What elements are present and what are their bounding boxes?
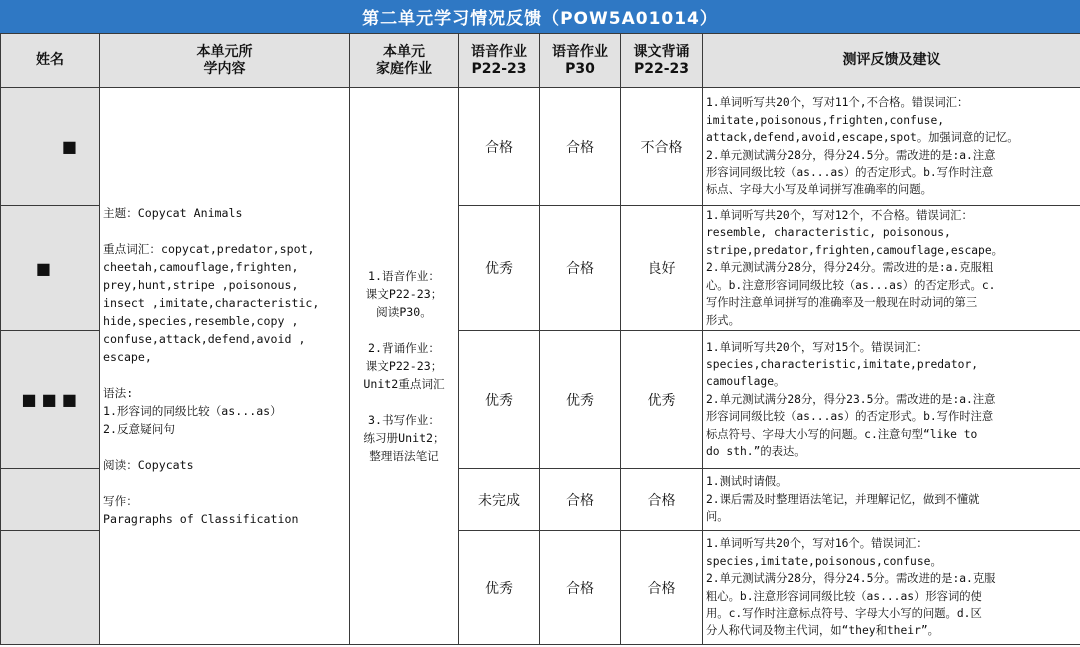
header-content: 本单元所 学内容 [100,34,350,88]
feedback-text: 1.单词听写共20个，写对11个,不合格。错误词汇： imitate,poisonous,frighten,confuse, attack,defend,avoid,escape,spot。加强词意的记忆。 2.单元测试满分28分，得分24.5分。需改进的是:a.注意 形容词同级比较（as...as）的否定形式。b.写作时注意 标点、字母大小写及单词拼写准确率的问题。 [703,88,1080,206]
table-title: 第二单元学习情况反馈（POW5A01014） [0,0,1080,33]
student-name [1,531,100,645]
recite-result: 优秀 [621,331,703,469]
voice-p22-result: 优秀 [459,331,540,469]
header-recite: 课文背诵 P22-23 [621,34,703,88]
recite-result: 不合格 [621,88,703,206]
student-name: ■ [1,88,100,206]
voice-p30-result: 优秀 [540,331,621,469]
header-voice-p30: 语音作业 P30 [540,34,621,88]
feedback-text: 1.单词听写共20个，写对12个，不合格。错误词汇： resemble, characteristic, poisonous, stripe,predator,frighten,camouflage,escape。 2.单元测试满分28分，得分24分。需改进的是:a.克服粗 心。b.注意形容词同级比较（as...as）的否定形式。c. 写作时注意单词拼写的准确率及一般现在时动词的第三 形式。 [703,206,1080,331]
voice-p30-result: 合格 [540,88,621,206]
feedback-text: 1.单词听写共20个，写对16个。错误词汇： species,imitate,poisonous,confuse。 2.单元测试满分28分，得分24.5分。需改进的是:a.克服 粗心。b.注意形容词同级比较（as...as）形容词的使 用。c.写作时注意标点符号、字母大小写的问题。d.区 分人称代词及物主代词，如“they和their”。 [703,531,1080,645]
header-name: 姓名 [1,34,100,88]
homework-content: 1.语音作业： 课文P22-23； 阅读P30。 2.背诵作业： 课文P22-23； Unit2重点词汇 3.书写作业： 练习册Unit2； 整理语法笔记 [350,88,459,645]
voice-p30-result: 合格 [540,206,621,331]
header-voice-p22: 语音作业 P22-23 [459,34,540,88]
table-row [1,88,1080,206]
feedback-text: 1.测试时请假。 2.课后需及时整理语法笔记，并理解记忆，做到不懂就 问。 [703,469,1080,531]
feedback-text: 1.单词听写共20个，写对15个。错误词汇： species,characteristic,imitate,predator, camouflage。 2.单元测试满分28分，得分23.5分。需改进的是:a.注意 形容词同级比较（as...as）的否定形式。b.写作时注意 标点符号、字母大小写的问题。c.注意句型“like to do sth.”的表达。 [703,331,1080,469]
voice-p22-result: 优秀 [459,531,540,645]
header-homework: 本单元 家庭作业 [350,34,459,88]
student-name: ■ [1,206,100,331]
recite-result: 合格 [621,531,703,645]
lesson-content: 主题：Copycat Animals 重点词汇：copycat,predator,spot, cheetah,camouflage,frighten, prey,hunt,stripe ,poisonous, insect ,imitate,characteristic, hide,species,resemble,copy , confuse,attack,defend,avoid , escape, 语法: 1.形容词的同级比较（as...as） 2.反意疑问句 阅读：Copycats 写作： Paragraphs of Classification [100,88,350,645]
voice-p30-result: 合格 [540,531,621,645]
recite-result: 合格 [621,469,703,531]
voice-p22-result: 优秀 [459,206,540,331]
header-feedback: 测评反馈及建议 [703,34,1080,88]
voice-p22-result: 合格 [459,88,540,206]
voice-p22-result: 未完成 [459,469,540,531]
feedback-table [0,33,1080,645]
student-name [1,469,100,531]
student-name: ■ ■ ■ [1,331,100,469]
header-row [1,34,1080,88]
voice-p30-result: 合格 [540,469,621,531]
recite-result: 良好 [621,206,703,331]
